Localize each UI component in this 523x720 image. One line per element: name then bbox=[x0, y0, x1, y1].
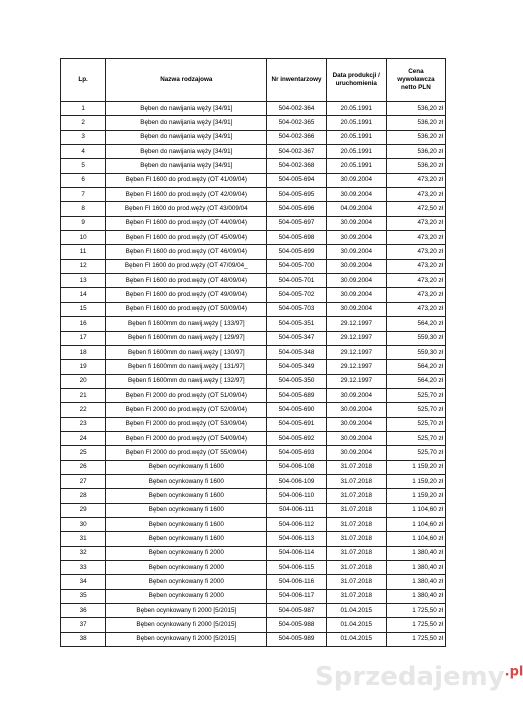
cell-price: 536,20 zł bbox=[386, 159, 445, 173]
cell-name: Bęben do nawijania węży [34/91] bbox=[106, 116, 267, 130]
cell-inventory: 504-005-696 bbox=[267, 202, 326, 216]
cell-lp: 1 bbox=[61, 102, 106, 116]
cell-price: 1 104,60 zł bbox=[386, 503, 445, 517]
cell-price: 536,20 zł bbox=[386, 130, 445, 144]
cell-price: 1 725,50 zł bbox=[386, 604, 445, 618]
cell-lp: 17 bbox=[61, 331, 106, 345]
header-lp: Lp. bbox=[61, 59, 106, 102]
cell-lp: 4 bbox=[61, 145, 106, 159]
cell-date: 30.09.2004 bbox=[326, 259, 386, 273]
cell-price: 472,50 zł bbox=[386, 202, 445, 216]
cell-name: Bęben FI 1600 do prod.węży (OT 42/09/04) bbox=[106, 188, 267, 202]
cell-inventory: 504-005-987 bbox=[267, 604, 326, 618]
cell-price: 1 380,40 zł bbox=[386, 575, 445, 589]
cell-lp: 19 bbox=[61, 360, 106, 374]
cell-inventory: 504-006-117 bbox=[267, 589, 326, 603]
table-row bbox=[61, 245, 446, 259]
cell-name: Bęben ocynkowany fi 2000 [5/2015] bbox=[106, 618, 267, 632]
watermark-domain: .pl bbox=[504, 664, 523, 680]
cell-date: 29.12.1997 bbox=[326, 317, 386, 331]
cell-inventory: 504-002-366 bbox=[267, 130, 326, 144]
table-row bbox=[61, 317, 446, 331]
cell-price: 1 104,60 zł bbox=[386, 532, 445, 546]
cell-date: 31.07.2018 bbox=[326, 589, 386, 603]
sprzedajemy-watermark bbox=[315, 662, 523, 692]
cell-inventory: 504-002-368 bbox=[267, 159, 326, 173]
cell-date: 31.07.2018 bbox=[326, 561, 386, 575]
cell-inventory: 504-006-109 bbox=[267, 474, 326, 488]
cell-inventory: 504-005-348 bbox=[267, 345, 326, 359]
cell-lp: 33 bbox=[61, 561, 106, 575]
cell-name: Bęben FI 1600 do prod.węży (OT 48/09/04) bbox=[106, 274, 267, 288]
cell-date: 30.09.2004 bbox=[326, 446, 386, 460]
header-inventory: Nr inwentarzowy bbox=[267, 59, 326, 102]
cell-lp: 12 bbox=[61, 259, 106, 273]
cell-inventory: 504-005-697 bbox=[267, 216, 326, 230]
cell-lp: 23 bbox=[61, 417, 106, 431]
cell-lp: 28 bbox=[61, 489, 106, 503]
table-row bbox=[61, 188, 446, 202]
cell-inventory: 504-005-698 bbox=[267, 231, 326, 245]
cell-price: 473,20 zł bbox=[386, 288, 445, 302]
inventory-table bbox=[60, 58, 446, 647]
cell-name: Bęben do nawijania węży [34/91] bbox=[106, 145, 267, 159]
cell-date: 20.05.1991 bbox=[326, 102, 386, 116]
cell-name: Bęben FI 2000 do prod.węży (OT 51/09/04) bbox=[106, 388, 267, 402]
table-row bbox=[61, 632, 446, 646]
table-row bbox=[61, 331, 446, 345]
cell-date: 20.05.1991 bbox=[326, 116, 386, 130]
cell-name: Bęben ocynkowany fi 1600 bbox=[106, 532, 267, 546]
cell-lp: 22 bbox=[61, 403, 106, 417]
cell-price: 1 725,50 zł bbox=[386, 618, 445, 632]
cell-price: 1 159,20 zł bbox=[386, 460, 445, 474]
cell-price: 473,20 zł bbox=[386, 188, 445, 202]
cell-date: 30.09.2004 bbox=[326, 431, 386, 445]
table-row bbox=[61, 575, 446, 589]
table-row bbox=[61, 546, 446, 560]
cell-name: Bęben FI 2000 do prod.węży (OT 55/09/04) bbox=[106, 446, 267, 460]
cell-inventory: 504-005-702 bbox=[267, 288, 326, 302]
cell-date: 01.04.2015 bbox=[326, 618, 386, 632]
cell-name: Bęben fi 1600mm do nawij.węży [ 132/97] bbox=[106, 374, 267, 388]
table-row bbox=[61, 446, 446, 460]
cell-date: 30.09.2004 bbox=[326, 231, 386, 245]
cell-date: 29.12.1997 bbox=[326, 374, 386, 388]
table-row bbox=[61, 503, 446, 517]
cell-price: 559,30 zł bbox=[386, 345, 445, 359]
table-row bbox=[61, 532, 446, 546]
cell-inventory: 504-006-111 bbox=[267, 503, 326, 517]
cell-lp: 18 bbox=[61, 345, 106, 359]
cell-name: Bęben ocynkowany fi 1600 bbox=[106, 489, 267, 503]
cell-name: Bęben FI 1600 do prod.węży (OT 50/09/04) bbox=[106, 302, 267, 316]
cell-date: 29.12.1997 bbox=[326, 345, 386, 359]
cell-price: 473,20 zł bbox=[386, 231, 445, 245]
table-row bbox=[61, 417, 446, 431]
cell-price: 1 104,60 zł bbox=[386, 517, 445, 531]
cell-price: 473,20 zł bbox=[386, 173, 445, 187]
cell-name: Bęben ocynkowany fi 1600 bbox=[106, 460, 267, 474]
cell-price: 525,70 zł bbox=[386, 431, 445, 445]
cell-price: 525,70 zł bbox=[386, 388, 445, 402]
cell-price: 1 380,40 zł bbox=[386, 546, 445, 560]
cell-date: 30.09.2004 bbox=[326, 388, 386, 402]
cell-inventory: 504-005-693 bbox=[267, 446, 326, 460]
cell-price: 1 725,50 zł bbox=[386, 632, 445, 646]
cell-price: 559,30 zł bbox=[386, 331, 445, 345]
cell-lp: 31 bbox=[61, 532, 106, 546]
cell-lp: 13 bbox=[61, 274, 106, 288]
cell-name: Bęben fi 1600mm do nawij.węży [ 129/97] bbox=[106, 331, 267, 345]
cell-inventory: 504-005-347 bbox=[267, 331, 326, 345]
cell-name: Bęben do nawijania węży [34/91] bbox=[106, 102, 267, 116]
cell-name: Bęben ocynkowany fi 1600 bbox=[106, 517, 267, 531]
table-row bbox=[61, 618, 446, 632]
cell-lp: 8 bbox=[61, 202, 106, 216]
cell-inventory: 504-005-689 bbox=[267, 388, 326, 402]
cell-lp: 14 bbox=[61, 288, 106, 302]
cell-date: 30.09.2004 bbox=[326, 188, 386, 202]
cell-date: 30.09.2004 bbox=[326, 245, 386, 259]
cell-lp: 6 bbox=[61, 173, 106, 187]
cell-inventory: 504-005-694 bbox=[267, 173, 326, 187]
cell-lp: 29 bbox=[61, 503, 106, 517]
cell-inventory: 504-005-690 bbox=[267, 403, 326, 417]
cell-inventory: 504-005-988 bbox=[267, 618, 326, 632]
cell-date: 30.09.2004 bbox=[326, 274, 386, 288]
table-row bbox=[61, 130, 446, 144]
cell-inventory: 504-005-703 bbox=[267, 302, 326, 316]
cell-name: Bęben FI 1600 do prod.węży (OT 41/09/04) bbox=[106, 173, 267, 187]
cell-name: Bęben FI 1600 do prod.węży (OT 47/09/04_ bbox=[106, 259, 267, 273]
cell-inventory: 504-005-351 bbox=[267, 317, 326, 331]
cell-inventory: 504-005-350 bbox=[267, 374, 326, 388]
cell-inventory: 504-002-364 bbox=[267, 102, 326, 116]
table-row bbox=[61, 231, 446, 245]
cell-lp: 25 bbox=[61, 446, 106, 460]
cell-inventory: 504-006-112 bbox=[267, 517, 326, 531]
cell-price: 564,20 zł bbox=[386, 360, 445, 374]
cell-date: 30.09.2004 bbox=[326, 173, 386, 187]
table-row bbox=[61, 259, 446, 273]
cell-date: 31.07.2018 bbox=[326, 460, 386, 474]
cell-inventory: 504-005-699 bbox=[267, 245, 326, 259]
table-row bbox=[61, 489, 446, 503]
cell-lp: 27 bbox=[61, 474, 106, 488]
cell-lp: 2 bbox=[61, 116, 106, 130]
cell-name: Bęben FI 1600 do prod.węży (OT 46/09/04) bbox=[106, 245, 267, 259]
cell-date: 01.04.2015 bbox=[326, 604, 386, 618]
cell-name: Bęben ocynkowany fi 2000 [5/2015] bbox=[106, 604, 267, 618]
cell-name: Bęben FI 2000 do prod.węży (OT 53/09/04) bbox=[106, 417, 267, 431]
table-header-row bbox=[61, 59, 446, 102]
cell-name: Bęben ocynkowany fi 2000 bbox=[106, 546, 267, 560]
watermark-text: Sprzedajemy bbox=[315, 662, 505, 692]
table-row bbox=[61, 274, 446, 288]
cell-lp: 20 bbox=[61, 374, 106, 388]
cell-price: 536,20 zł bbox=[386, 102, 445, 116]
cell-lp: 24 bbox=[61, 431, 106, 445]
cell-date: 30.09.2004 bbox=[326, 417, 386, 431]
cell-inventory: 504-006-108 bbox=[267, 460, 326, 474]
cell-name: Bęben FI 1600 do prod.węży (OT 45/09/04) bbox=[106, 231, 267, 245]
table-row bbox=[61, 288, 446, 302]
cell-name: Bęben FI 1600 do prod.węży (OT 49/09/04) bbox=[106, 288, 267, 302]
cell-price: 536,20 zł bbox=[386, 116, 445, 130]
cell-lp: 38 bbox=[61, 632, 106, 646]
table-row bbox=[61, 116, 446, 130]
cell-date: 31.07.2018 bbox=[326, 546, 386, 560]
cell-lp: 9 bbox=[61, 216, 106, 230]
cell-name: Bęben fi 1600mm do nawij.węży [ 131/97] bbox=[106, 360, 267, 374]
table-row bbox=[61, 474, 446, 488]
table-row bbox=[61, 360, 446, 374]
cell-lp: 7 bbox=[61, 188, 106, 202]
cell-date: 04.09.2004 bbox=[326, 202, 386, 216]
cell-inventory: 504-006-115 bbox=[267, 561, 326, 575]
cell-name: Bęben fi 1600mm do nawij.węży [ 130/97] bbox=[106, 345, 267, 359]
cell-lp: 30 bbox=[61, 517, 106, 531]
cell-name: Bęben FI 2000 do prod.węży (OT 54/09/04) bbox=[106, 431, 267, 445]
cell-inventory: 504-005-349 bbox=[267, 360, 326, 374]
table-row bbox=[61, 589, 446, 603]
cell-price: 473,20 zł bbox=[386, 274, 445, 288]
cell-inventory: 504-002-365 bbox=[267, 116, 326, 130]
table-row bbox=[61, 173, 446, 187]
cell-price: 1 159,20 zł bbox=[386, 474, 445, 488]
header-date: Data produkcji / uruchomienia bbox=[326, 59, 386, 102]
cell-date: 01.04.2015 bbox=[326, 632, 386, 646]
cell-date: 31.07.2018 bbox=[326, 489, 386, 503]
cell-lp: 10 bbox=[61, 231, 106, 245]
table-row bbox=[61, 345, 446, 359]
cell-lp: 16 bbox=[61, 317, 106, 331]
table-row bbox=[61, 102, 446, 116]
table-row bbox=[61, 460, 446, 474]
cell-name: Bęben FI 2000 do prod.węży (OT 52/09/04) bbox=[106, 403, 267, 417]
cell-price: 525,70 zł bbox=[386, 446, 445, 460]
cell-inventory: 504-005-691 bbox=[267, 417, 326, 431]
cell-price: 473,20 zł bbox=[386, 216, 445, 230]
table-row bbox=[61, 216, 446, 230]
cell-name: Bęben FI 1600 do prod.węży (OT 43/009/04 bbox=[106, 202, 267, 216]
table-row bbox=[61, 302, 446, 316]
cell-date: 31.07.2018 bbox=[326, 532, 386, 546]
cell-lp: 15 bbox=[61, 302, 106, 316]
cell-lp: 5 bbox=[61, 159, 106, 173]
cell-date: 30.09.2004 bbox=[326, 216, 386, 230]
cell-inventory: 504-005-701 bbox=[267, 274, 326, 288]
cell-lp: 37 bbox=[61, 618, 106, 632]
table-row bbox=[61, 388, 446, 402]
cell-date: 20.05.1991 bbox=[326, 145, 386, 159]
cell-lp: 3 bbox=[61, 130, 106, 144]
cell-inventory: 504-005-700 bbox=[267, 259, 326, 273]
cell-inventory: 504-005-989 bbox=[267, 632, 326, 646]
cell-price: 473,20 zł bbox=[386, 302, 445, 316]
cell-name: Bęben ocynkowany fi 2000 bbox=[106, 561, 267, 575]
cell-date: 30.09.2004 bbox=[326, 302, 386, 316]
cell-price: 525,70 zł bbox=[386, 417, 445, 431]
cell-lp: 35 bbox=[61, 589, 106, 603]
cell-inventory: 504-005-692 bbox=[267, 431, 326, 445]
cell-inventory: 504-006-110 bbox=[267, 489, 326, 503]
cell-date: 31.07.2018 bbox=[326, 575, 386, 589]
cell-lp: 34 bbox=[61, 575, 106, 589]
cell-name: Bęben FI 1600 do prod.węży (OT 44/09/04) bbox=[106, 216, 267, 230]
cell-price: 564,20 zł bbox=[386, 374, 445, 388]
header-name: Nazwa rodzajowa bbox=[106, 59, 267, 102]
cell-price: 525,70 zł bbox=[386, 403, 445, 417]
cell-lp: 26 bbox=[61, 460, 106, 474]
cell-inventory: 504-006-114 bbox=[267, 546, 326, 560]
cell-price: 1 380,40 zł bbox=[386, 589, 445, 603]
table-row bbox=[61, 202, 446, 216]
cell-price: 473,20 zł bbox=[386, 259, 445, 273]
table-row bbox=[61, 145, 446, 159]
cell-date: 30.09.2004 bbox=[326, 403, 386, 417]
cell-price: 564,20 zł bbox=[386, 317, 445, 331]
cell-date: 20.05.1991 bbox=[326, 130, 386, 144]
cell-name: Bęben do nawijania węży [34/91] bbox=[106, 130, 267, 144]
cell-date: 20.05.1991 bbox=[326, 159, 386, 173]
cell-name: Bęben ocynkowany fi 1600 bbox=[106, 503, 267, 517]
table-row bbox=[61, 403, 446, 417]
cell-lp: 36 bbox=[61, 604, 106, 618]
cell-lp: 11 bbox=[61, 245, 106, 259]
cell-name: Bęben fi 1600mm do nawij.węży [ 133/97] bbox=[106, 317, 267, 331]
cell-date: 30.09.2004 bbox=[326, 288, 386, 302]
cell-inventory: 504-002-367 bbox=[267, 145, 326, 159]
header-price: Cena wywoławcza netto PLN bbox=[386, 59, 445, 102]
cell-inventory: 504-006-113 bbox=[267, 532, 326, 546]
cell-price: 536,20 zł bbox=[386, 145, 445, 159]
cell-date: 31.07.2018 bbox=[326, 517, 386, 531]
cell-lp: 32 bbox=[61, 546, 106, 560]
table-row bbox=[61, 604, 446, 618]
cell-price: 1 159,20 zł bbox=[386, 489, 445, 503]
table-row bbox=[61, 561, 446, 575]
cell-date: 31.07.2018 bbox=[326, 474, 386, 488]
cell-lp: 21 bbox=[61, 388, 106, 402]
table-row bbox=[61, 431, 446, 445]
table-row bbox=[61, 374, 446, 388]
cell-name: Bęben ocynkowany fi 1600 bbox=[106, 474, 267, 488]
cell-date: 31.07.2018 bbox=[326, 503, 386, 517]
table-row bbox=[61, 159, 446, 173]
cell-date: 29.12.1997 bbox=[326, 331, 386, 345]
cell-name: Bęben do nawijania węży [34/91] bbox=[106, 159, 267, 173]
cell-date: 29.12.1997 bbox=[326, 360, 386, 374]
cell-price: 1 380,40 zł bbox=[386, 561, 445, 575]
cell-price: 473,20 zł bbox=[386, 245, 445, 259]
cell-inventory: 504-006-116 bbox=[267, 575, 326, 589]
cell-inventory: 504-005-695 bbox=[267, 188, 326, 202]
table-row bbox=[61, 517, 446, 531]
cell-name: Bęben ocynkowany fi 2000 bbox=[106, 575, 267, 589]
cell-name: Bęben ocynkowany fi 2000 [5/2015] bbox=[106, 632, 267, 646]
cell-name: Bęben ocynkowany fi 2000 bbox=[106, 589, 267, 603]
